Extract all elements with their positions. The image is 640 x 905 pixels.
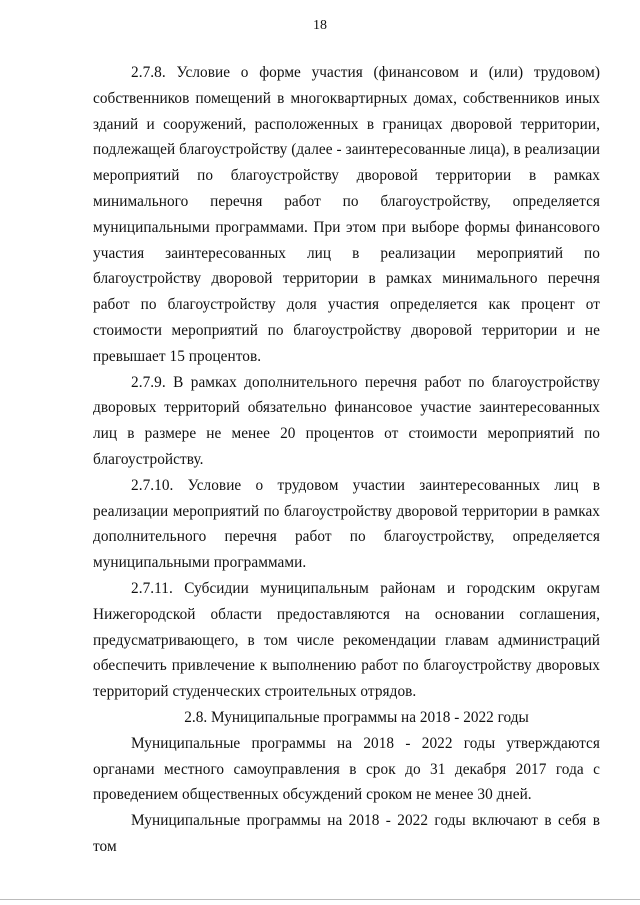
document-body (93, 60, 600, 860)
paragraph-2-8-1: Муниципальные программы на 2018 - 2022 годы утверждаются органами местного самоуправления в срок до 31 декабря 2017 года с проведением общественных обсуждений сроком не менее 30 дней. (93, 734, 600, 804)
paragraph-2-7-8: 2.7.8. Условие о форме участия (финансовом и (или) трудовом) собственников помещений в многоквартирных домах, собственников иных зданий и сооружений, расположенных в границах дворовой территории, подлежащей благоустройству (далее - заинтересованные лица), в реализации мероприятий по благоустройству дворовой территории в рамках минимального перечня работ по благоустройству, определяется муниципальными программами. При этом при выборе формы финансового участия заинтересованных лиц в реализации мероприятий по благоустройству дворовой территории в рамках минимального перечня работ по благоустройству доля участия определяется как процент от стоимости мероприятий по благоустройству дворовой территории и не превышает 15 процентов. (93, 64, 600, 365)
page-number: 18 (313, 18, 327, 33)
paragraph-2-7-10: 2.7.10. Условие о трудовом участии заинтересованных лиц в реализации мероприятий по благоустройству дворовой территории в рамках дополнительного перечня работ по благоустройству, определяется муниципальными программами. (93, 476, 600, 572)
section-heading-2-8: 2.8. Муниципальные программы на 2018 - 2022 годы (184, 708, 529, 726)
page-bottom-edge (0, 899, 640, 900)
paragraph-2-8-2: Муниципальные программы на 2018 - 2022 годы включают в себя в том (93, 812, 600, 855)
paragraph-2-7-11: 2.7.11. Субсидии муниципальным районам и городским округам Нижегородской области предоставляются на основании соглашения, предусматривающего, в том числе рекомендации главам администраций обеспечить привлечение к выполнению работ по благоустройству дворовых территорий студенческих строительных отрядов. (93, 579, 600, 701)
paragraph-2-7-9: 2.7.9. В рамках дополнительного перечня работ по благоустройству дворовых территорий обязательно финансовое участие заинтересованных лиц в размере не менее 20 процентов от стоимости мероприятий по благоустройству. (93, 373, 600, 468)
